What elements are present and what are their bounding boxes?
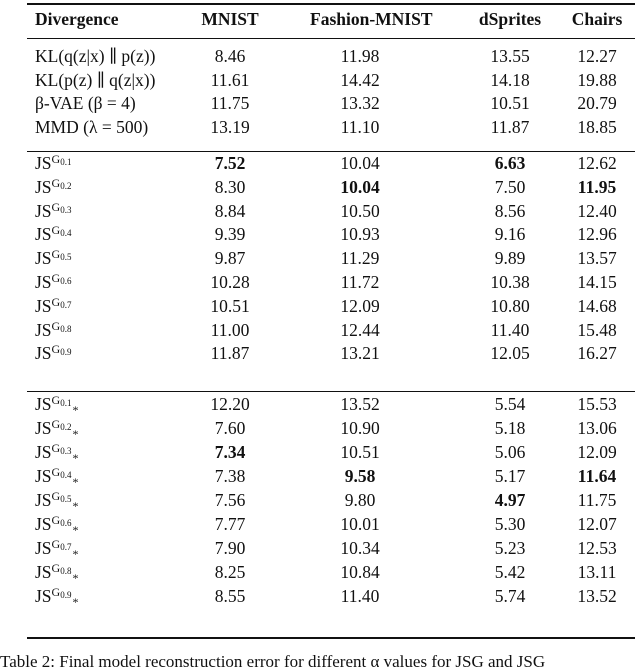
- star-subscript: *: [72, 523, 79, 537]
- superscript: [52, 271, 72, 285]
- js-symbol: JS: [35, 466, 52, 486]
- group-rule: [27, 391, 635, 392]
- row-label: [35, 271, 71, 294]
- js-symbol: JS: [35, 153, 52, 173]
- value-cell: 9.87: [214, 248, 246, 269]
- js-symbol: JS: [35, 272, 52, 292]
- superscript: [52, 152, 72, 166]
- alpha-subscript: 0.6: [60, 276, 72, 286]
- header-row: [0, 8, 640, 31]
- alpha-subscript: 0.2: [60, 422, 72, 432]
- value-cell: 11.72: [340, 272, 380, 292]
- value-cell: 12.09: [577, 442, 617, 462]
- value-cell: 14.68: [577, 295, 617, 316]
- value-cell: 5.74: [494, 586, 526, 606]
- superscript: [52, 417, 72, 431]
- g-symbol: G: [51, 441, 61, 455]
- value-cell: 14.18: [490, 69, 530, 90]
- value-cell: 11.75: [577, 490, 617, 510]
- g-symbol: G: [51, 489, 61, 503]
- superscript: [52, 223, 72, 237]
- g-symbol: G: [51, 417, 61, 431]
- js-symbol: JS: [35, 538, 52, 558]
- value-cell: 9.58: [344, 466, 376, 486]
- alpha-subscript: 0.1: [60, 157, 72, 167]
- row-label: [35, 561, 78, 584]
- table-row: [0, 393, 640, 416]
- star-subscript: *: [72, 451, 79, 465]
- table-row: [0, 319, 640, 342]
- value-cell: 14.42: [340, 69, 380, 90]
- g-symbol: G: [51, 513, 61, 527]
- value-cell: 12.40: [577, 200, 617, 221]
- value-cell: 12.44: [340, 319, 380, 340]
- alpha-subscript: 0.3: [60, 446, 72, 456]
- value-cell: 5.18: [494, 418, 526, 438]
- top-rule: [27, 3, 635, 5]
- value-cell: 13.32: [340, 93, 380, 114]
- value-cell: 13.52: [340, 394, 380, 414]
- value-cell: 11.29: [340, 248, 380, 269]
- value-cell: 9.39: [214, 224, 246, 245]
- value-cell: 10.01: [340, 514, 380, 534]
- alpha-subscript: 0.5: [60, 252, 72, 263]
- value-cell: 5.23: [494, 538, 526, 558]
- js-symbol: JS: [35, 514, 52, 534]
- value-cell: 11.00: [210, 319, 250, 340]
- value-cell: 11.98: [340, 46, 380, 66]
- superscript: [52, 176, 72, 190]
- value-cell: 13.55: [490, 46, 530, 66]
- value-cell: 8.56: [494, 200, 526, 221]
- value-cell: 5.06: [494, 442, 526, 462]
- value-cell: 6.63: [494, 153, 526, 173]
- header-chairs: Chairs: [571, 9, 623, 29]
- table-row: [0, 271, 640, 294]
- value-cell: 7.34: [214, 442, 246, 462]
- value-cell: 14.15: [577, 272, 617, 292]
- table-row: [0, 247, 640, 270]
- star-subscript: *: [72, 403, 79, 417]
- table-row: [0, 69, 640, 92]
- value-cell: 11.61: [210, 69, 250, 90]
- js-symbol: JS: [35, 295, 52, 316]
- row-label: [35, 465, 78, 488]
- header-divergence: Divergence: [35, 9, 119, 29]
- table-row: [0, 465, 640, 488]
- alpha-subscript: 0.2: [60, 180, 72, 191]
- value-cell: 11.75: [210, 93, 250, 114]
- superscript: [52, 537, 72, 551]
- table-row: [0, 585, 640, 608]
- alpha-subscript: 0.1: [60, 398, 72, 408]
- bottom-rule: [27, 637, 635, 639]
- js-symbol: JS: [35, 343, 52, 364]
- row-label: [35, 223, 71, 246]
- table-row: [0, 417, 640, 440]
- table-row: [0, 441, 640, 464]
- superscript: [52, 489, 72, 503]
- value-cell: 8.30: [214, 176, 246, 197]
- value-cell: 10.90: [340, 418, 380, 438]
- value-cell: 5.42: [494, 562, 526, 582]
- js-symbol: JS: [35, 586, 52, 606]
- js-symbol: JS: [35, 490, 52, 510]
- value-cell: 16.27: [577, 343, 617, 364]
- value-cell: 5.17: [494, 466, 526, 486]
- alpha-subscript: 0.7: [60, 542, 72, 552]
- row-label: MMD (λ = 500): [35, 116, 149, 137]
- g-symbol: G: [51, 342, 61, 357]
- g-symbol: G: [51, 199, 61, 214]
- value-cell: 11.64: [577, 466, 617, 486]
- superscript: [52, 441, 72, 455]
- g-symbol: G: [51, 393, 61, 407]
- value-cell: 10.38: [490, 272, 530, 292]
- value-cell: 13.52: [577, 586, 617, 606]
- value-cell: 10.93: [340, 224, 380, 245]
- value-cell: 7.56: [214, 490, 246, 510]
- value-cell: 18.85: [577, 116, 617, 137]
- superscript: [52, 200, 72, 214]
- value-cell: 13.11: [577, 562, 617, 582]
- value-cell: 10.34: [340, 538, 380, 558]
- star-subscript: *: [72, 427, 79, 441]
- alpha-subscript: 0.8: [60, 566, 72, 576]
- value-cell: 13.19: [210, 116, 250, 137]
- value-cell: 7.52: [214, 153, 246, 173]
- js-symbol: JS: [35, 442, 52, 462]
- value-cell: 12.62: [577, 153, 617, 173]
- value-cell: 8.25: [214, 562, 246, 582]
- table-row: [0, 223, 640, 246]
- table-row: [0, 489, 640, 512]
- value-cell: 13.21: [340, 343, 380, 364]
- value-cell: 7.38: [214, 466, 246, 486]
- star-subscript: *: [72, 571, 79, 585]
- row-label: KL(q(z|x) ∥ p(z)): [35, 46, 156, 66]
- star-subscript: *: [72, 499, 79, 513]
- alpha-subscript: 0.4: [60, 228, 72, 239]
- value-cell: 10.04: [340, 153, 380, 173]
- table-caption: Table 2: Final model reconstruction error for different α values for JSG and JSG: [0, 652, 546, 671]
- table-row: [0, 513, 640, 536]
- alpha-subscript: 0.3: [60, 204, 72, 215]
- value-cell: 15.53: [577, 394, 617, 414]
- row-label: [35, 319, 71, 342]
- value-cell: 12.53: [577, 538, 617, 558]
- value-cell: 5.54: [494, 394, 526, 414]
- header-fashion-mnist: Fashion-MNIST: [310, 9, 433, 29]
- table-row: [0, 176, 640, 199]
- value-cell: 10.04: [340, 176, 380, 197]
- table-row: [0, 537, 640, 560]
- g-symbol: G: [51, 271, 61, 285]
- superscript: [52, 585, 72, 599]
- value-cell: 8.84: [214, 200, 246, 221]
- value-cell: 7.60: [214, 418, 246, 438]
- g-symbol: G: [51, 223, 61, 238]
- alpha-subscript: 0.9: [60, 347, 72, 358]
- value-cell: 7.50: [494, 176, 526, 197]
- header-mnist: MNIST: [201, 9, 259, 29]
- superscript: [52, 247, 72, 261]
- row-label: [35, 513, 78, 536]
- value-cell: 10.51: [340, 442, 380, 462]
- value-cell: 12.20: [210, 394, 250, 414]
- js-symbol: JS: [35, 418, 52, 438]
- value-cell: 10.80: [490, 295, 530, 316]
- star-subscript: *: [72, 475, 79, 489]
- value-cell: 7.90: [214, 538, 246, 558]
- row-label: [35, 417, 78, 440]
- value-cell: 11.87: [490, 116, 530, 137]
- js-symbol: JS: [35, 248, 52, 269]
- js-symbol: JS: [35, 176, 52, 197]
- js-symbol: JS: [35, 319, 52, 340]
- value-cell: 13.06: [577, 418, 617, 438]
- value-cell: 9.89: [494, 248, 526, 269]
- header-rule: [27, 38, 635, 39]
- superscript: [52, 342, 72, 356]
- row-label: KL(p(z) ∥ q(z|x)): [35, 69, 156, 90]
- superscript: [52, 295, 72, 309]
- value-cell: 10.50: [340, 200, 380, 221]
- g-symbol: G: [51, 294, 61, 309]
- value-cell: 12.05: [490, 343, 530, 364]
- value-cell: 11.87: [210, 343, 250, 364]
- value-cell: 15.48: [577, 319, 617, 340]
- group-rule: [27, 151, 635, 152]
- value-cell: 10.28: [210, 272, 250, 292]
- superscript: [52, 319, 72, 333]
- g-symbol: G: [51, 247, 61, 262]
- row-label: [35, 247, 71, 270]
- header-dsprites: dSprites: [478, 9, 542, 29]
- g-symbol: G: [51, 585, 61, 599]
- star-subscript: *: [72, 595, 79, 609]
- value-cell: 10.51: [210, 295, 250, 316]
- table-row: [0, 45, 640, 68]
- table-row: [0, 295, 640, 318]
- value-cell: 7.77: [214, 514, 246, 534]
- value-cell: 12.09: [340, 295, 380, 316]
- superscript: [52, 513, 72, 527]
- superscript: [52, 561, 72, 575]
- star-subscript: *: [72, 547, 79, 561]
- superscript: [52, 393, 72, 407]
- value-cell: 19.88: [577, 69, 617, 90]
- alpha-subscript: 0.7: [60, 299, 72, 310]
- g-symbol: G: [51, 465, 61, 479]
- g-symbol: G: [51, 152, 61, 166]
- g-symbol: G: [51, 537, 61, 551]
- alpha-subscript: 0.5: [60, 494, 72, 504]
- value-cell: 12.96: [577, 224, 617, 245]
- row-label: [35, 295, 71, 318]
- table-row: [0, 152, 640, 175]
- value-cell: 11.40: [340, 586, 380, 606]
- value-cell: 9.16: [494, 224, 526, 245]
- row-label: [35, 152, 71, 175]
- table-row: [0, 342, 640, 365]
- value-cell: 5.30: [494, 514, 526, 534]
- table-row: [0, 561, 640, 584]
- value-cell: 10.84: [340, 562, 380, 582]
- alpha-subscript: 0.9: [60, 590, 72, 600]
- row-label: [35, 489, 78, 512]
- alpha-subscript: 0.6: [60, 518, 72, 528]
- value-cell: 11.40: [490, 319, 530, 340]
- alpha-subscript: 0.8: [60, 323, 72, 334]
- row-label: [35, 342, 71, 365]
- js-symbol: JS: [35, 200, 52, 221]
- row-label: [35, 393, 78, 416]
- g-symbol: G: [51, 175, 61, 190]
- g-symbol: G: [51, 561, 61, 575]
- value-cell: 10.51: [490, 93, 530, 114]
- js-symbol: JS: [35, 224, 52, 245]
- row-label: [35, 537, 78, 560]
- value-cell: 4.97: [494, 490, 526, 510]
- value-cell: 13.57: [577, 248, 617, 269]
- row-label: [35, 200, 71, 223]
- row-label: [35, 585, 78, 608]
- value-cell: 11.95: [577, 176, 617, 197]
- value-cell: 9.80: [344, 490, 376, 510]
- row-label: [35, 176, 71, 199]
- js-symbol: JS: [35, 562, 52, 582]
- value-cell: 20.79: [577, 93, 617, 114]
- superscript: [52, 465, 72, 479]
- g-symbol: G: [51, 318, 61, 333]
- table-row: [0, 92, 640, 115]
- value-cell: 11.10: [340, 116, 380, 137]
- value-cell: 8.55: [214, 586, 246, 606]
- alpha-subscript: 0.4: [60, 470, 72, 480]
- row-label: [35, 441, 78, 464]
- value-cell: 12.27: [577, 46, 617, 66]
- table-row: [0, 116, 640, 139]
- js-symbol: JS: [35, 394, 52, 414]
- value-cell: 12.07: [577, 514, 617, 534]
- value-cell: 8.46: [214, 46, 246, 66]
- row-label: β-VAE (β = 4): [35, 93, 136, 114]
- table-row: [0, 200, 640, 223]
